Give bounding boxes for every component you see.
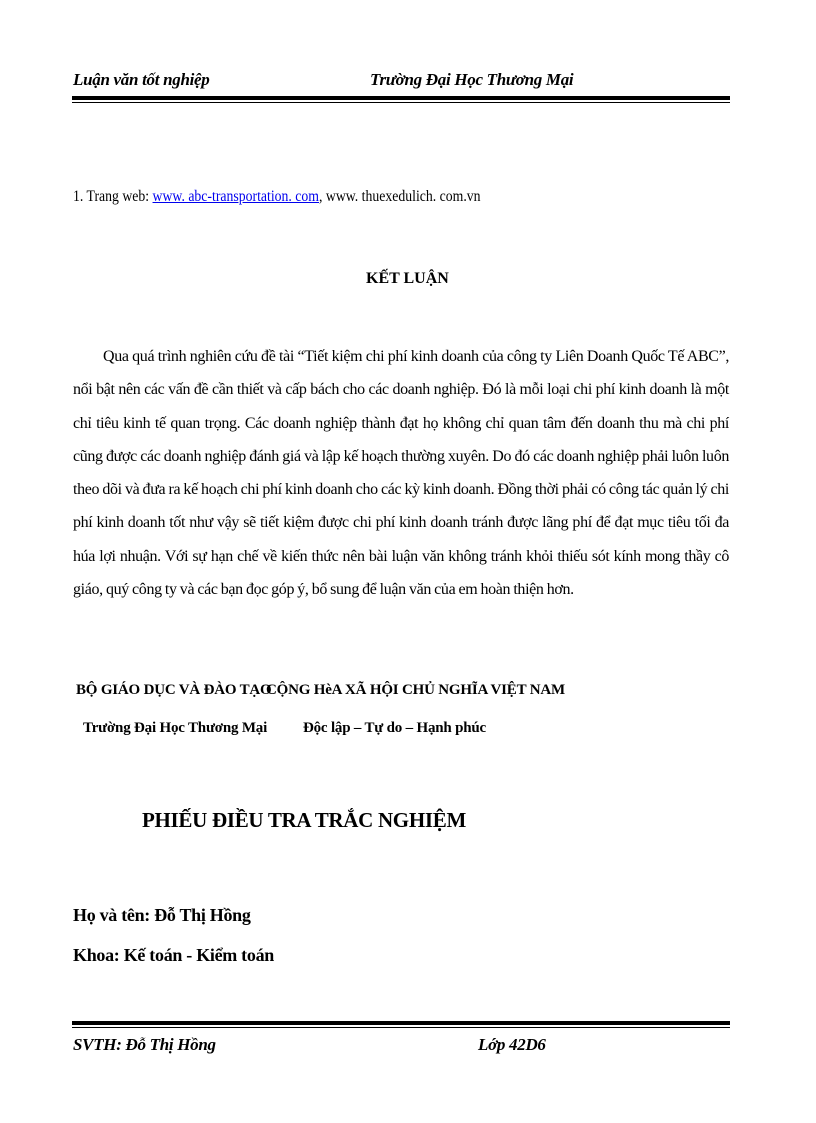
footer-right: Lớp 42D6 [478,1035,546,1054]
header-left: Luận văn tốt nghiệp [73,70,210,89]
header-right: Trường Đại Học Thương Mại [370,70,574,89]
university-name: Trường Đại Học Thương Mại [83,720,268,736]
footer-left: SVTH: Đỗ Thị Hồng [73,1035,216,1054]
ministry-name: BỘ GIÁO DỤC VÀ ĐÀO TẠO [76,682,272,698]
survey-title: PHIẾU ĐIỀU TRA TRẮC NGHIỆM [142,808,466,832]
reference-number: 1. [73,188,84,205]
footer-rule-thin [72,1027,730,1028]
national-motto: Độc lập – Tự do – Hạnh phúc [303,720,486,736]
conclusion-title: KẾT LUẬN [366,270,449,287]
footer-rule-thick [72,1021,730,1025]
republic-name: CỘNG HèA XÃ HỘI CHỦ NGHĨA VIỆT NAM [266,682,565,698]
reference-suffix: , www. thuexedulich. com.vn [319,188,481,205]
respondent-department: Khoa: Kế toán - Kiểm toán [73,945,274,965]
conclusion-body: Qua quá trình nghiên cứu đề tài “Tiết kiệm chi phí kinh doanh của công ty Liên Doanh Quốc Tế ABC”, nổi bật nên các vấn đề cần thiết và cấp bách cho các doanh nghiệp. Đó là mỗi loại chi phí kinh doanh là một chỉ tiêu kinh tế quan trọng. Các doanh nghiệp thành đạt họ không chỉ quan tâm đến doanh thu mà chi phí cũng được các doanh nghiệp đánh giá và lập kế hoạch thường xuyên. Do đó các doanh nghiệp phải luôn luôn theo dõi và đưa ra kế hoạch chi phí kinh doanh cho các kỳ kinh doanh. Đồng thời phải có công tác quản lý chi phí kinh doanh tốt như vậy sẽ tiết kiệm được chi phí kinh doanh tránh được lãng phí để đạt mục tiêu tối đa húa lợi nhuận. Với sự hạn chế về kiến thức nên bài luận văn không tránh khỏi thiếu sót kính mong thầy cô giáo, quý công ty và các bạn đọc góp ý, bổ sung để luận văn của em hoàn thiện hơn. [73,348,729,599]
reference-link[interactable]: www. abc-transportation. com [152,188,320,205]
conclusion-paragraph [73,340,729,606]
reference-line [73,188,481,206]
respondent-name: Họ và tên: Đỗ Thị Hồng [73,905,251,925]
header-rule-thick [72,96,730,100]
reference-prefix: Trang web: [86,188,153,205]
header-rule-thin [72,102,730,103]
